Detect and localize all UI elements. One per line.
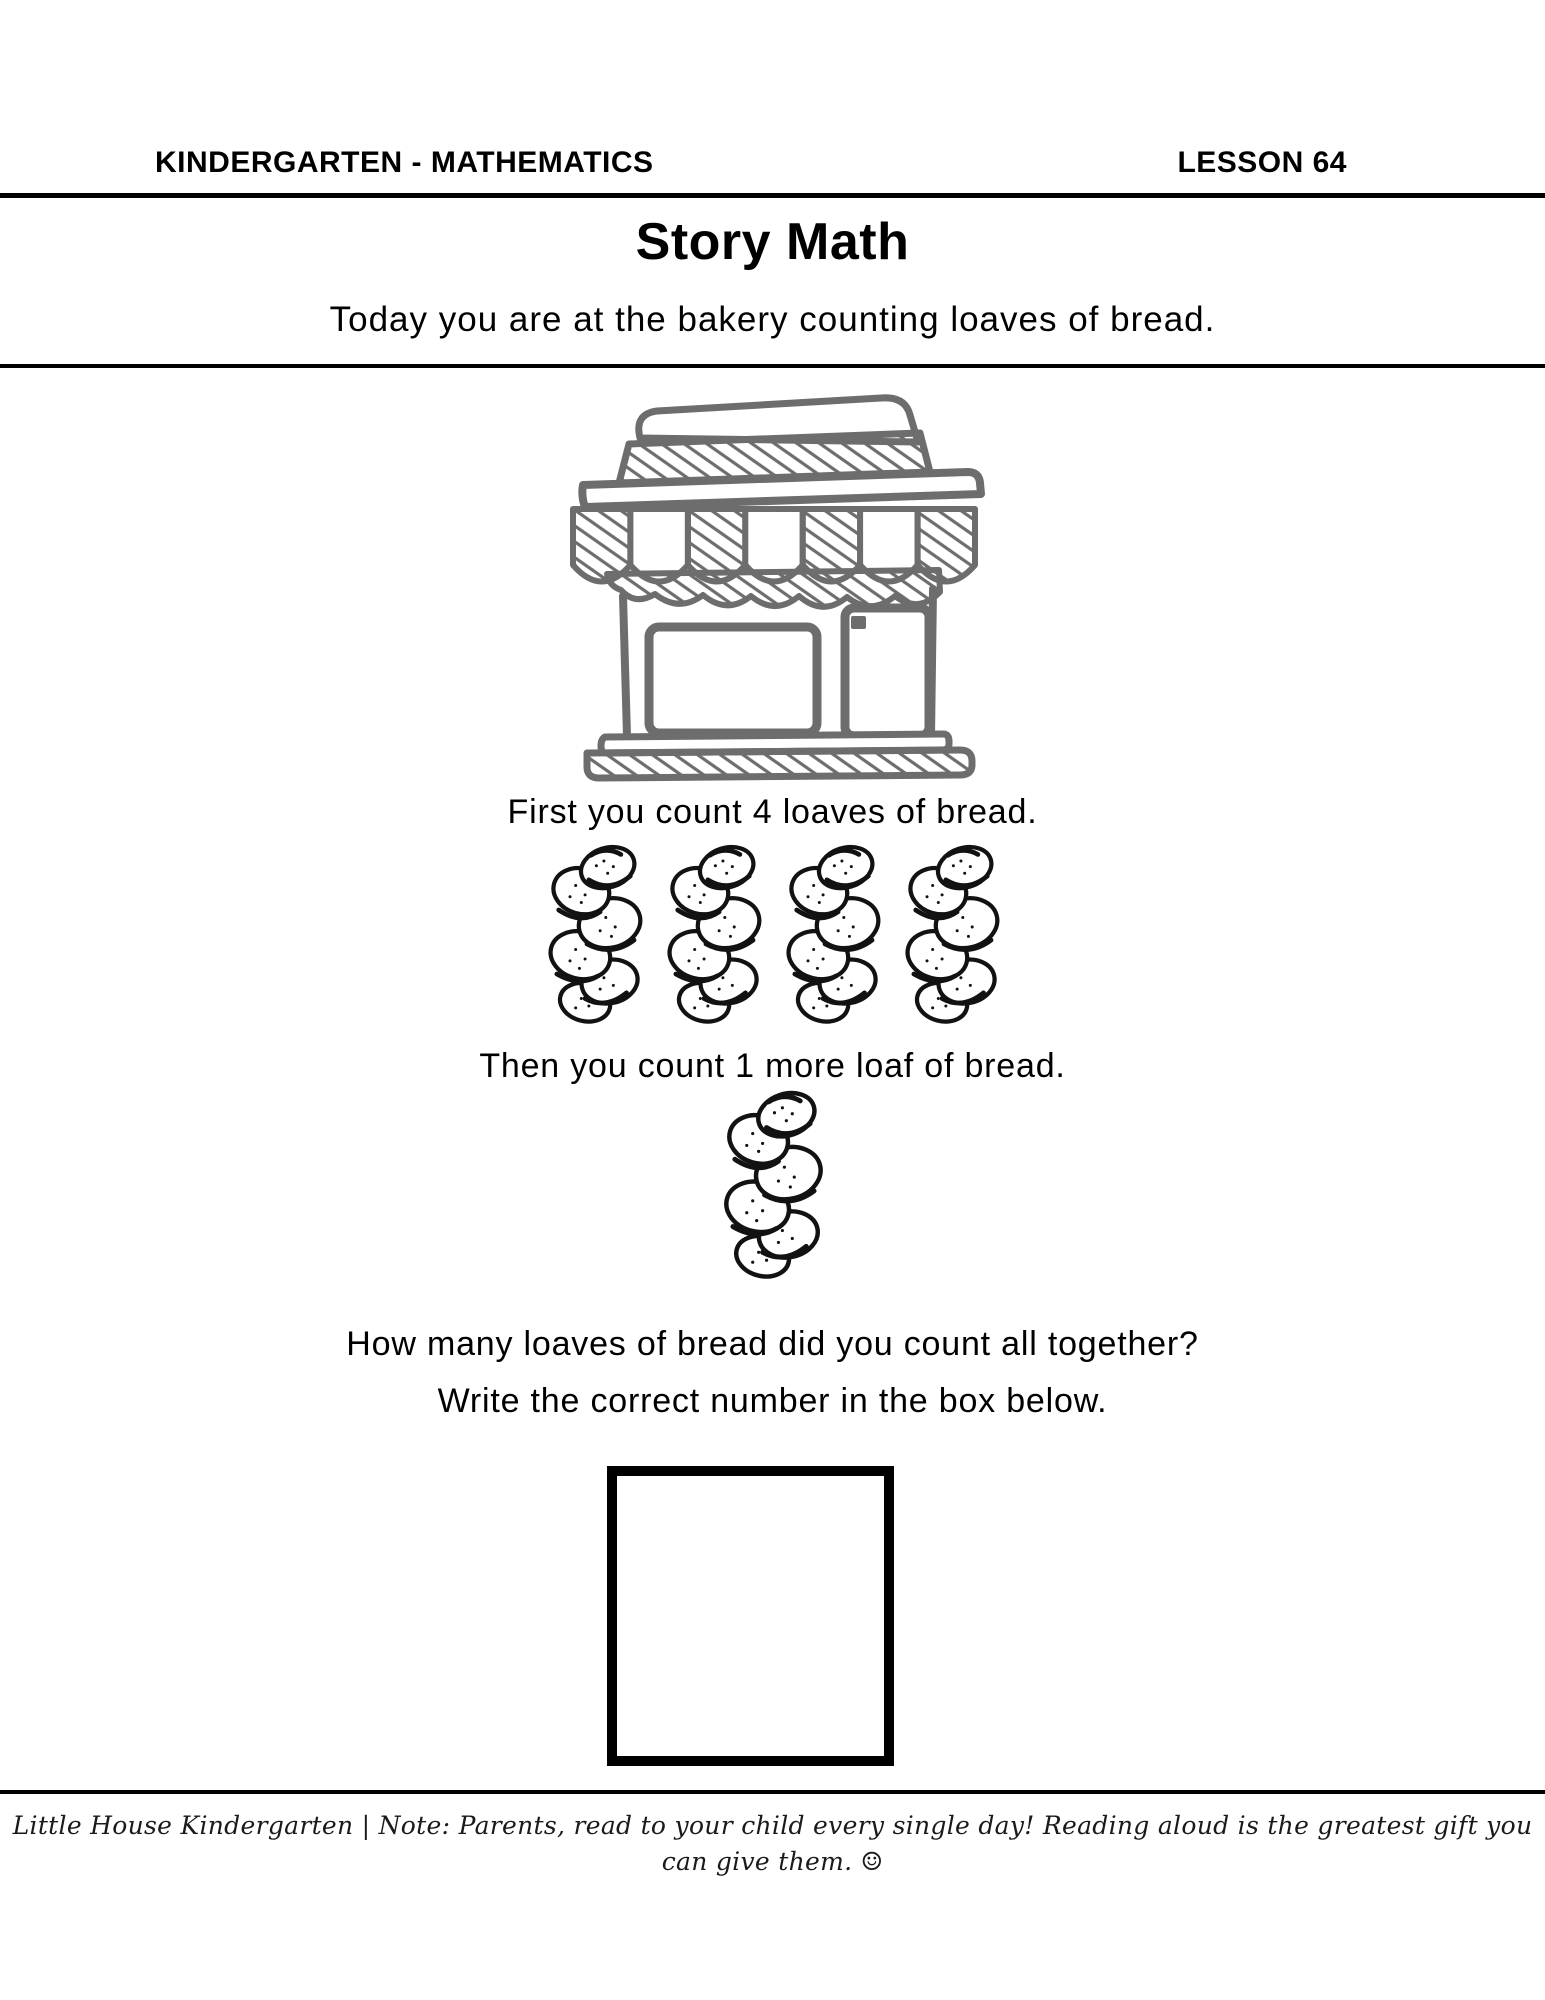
loaves-group-of-four <box>0 842 1545 1028</box>
header-divider <box>0 193 1545 198</box>
question-block <box>0 1316 1545 1430</box>
bread-loaf-illustration <box>657 842 770 1026</box>
answer-box-area <box>0 1466 1545 1766</box>
answer-input-box[interactable] <box>607 1466 894 1766</box>
header-lesson-label: LESSON 64 <box>1177 146 1347 179</box>
step1-text: First you count 4 loaves of bread. <box>507 793 1038 831</box>
bakery-storefront-illustration <box>542 384 1004 782</box>
intro-divider <box>0 364 1545 368</box>
footer-note: Little House Kindergarten | Note: Parents, read to your child every single day! Reading aloud is the greatest gift you can give them. ☺ <box>12 1811 1533 1876</box>
step2-text: Then you count 1 more loaf of bread. <box>479 1047 1066 1085</box>
question-line-2: Write the correct number in the box below. <box>437 1382 1108 1420</box>
loaf-single-group <box>0 1088 1545 1280</box>
bread-loaf-illustration <box>538 842 651 1026</box>
header-subject-label: KINDERGARTEN - MATHEMATICS <box>155 146 654 179</box>
intro-text: Today you are at the bakery counting loaves of bread. <box>329 300 1216 339</box>
bread-loaf-illustration <box>895 842 1008 1026</box>
worksheet-header <box>0 0 1545 193</box>
page-title: Story Math <box>635 213 910 271</box>
footer-divider <box>0 1790 1545 1794</box>
bread-loaf-illustration <box>713 1088 832 1281</box>
bread-loaf-illustration <box>776 842 889 1026</box>
question-line-1: How many loaves of bread did you count all together? <box>346 1325 1199 1363</box>
